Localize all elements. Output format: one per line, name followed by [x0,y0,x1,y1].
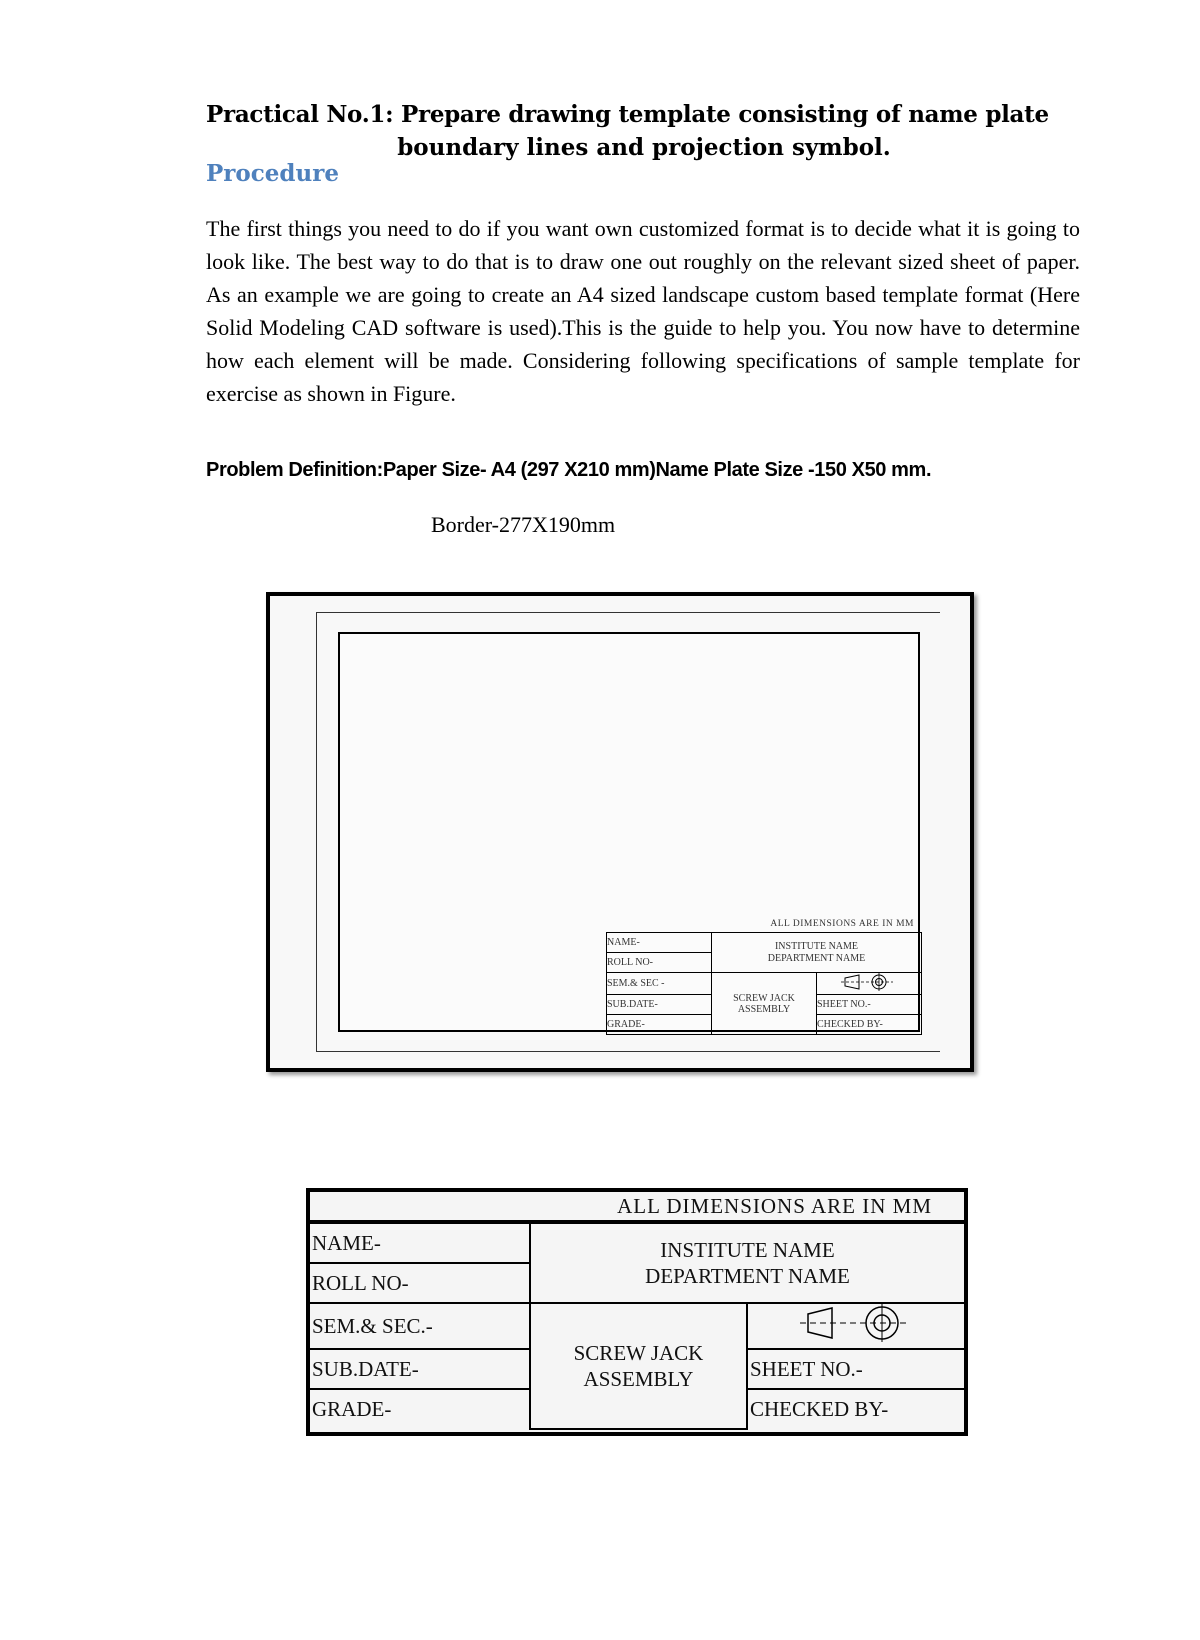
small-project-line-1: SCREW JACK [733,992,795,1004]
small-name-cell: NAME- [607,933,712,953]
procedure-heading: Procedure [206,160,339,187]
small-project-cell [712,973,817,1035]
title-line-2: boundary lines and projection symbol. [397,134,891,161]
sub-date-cell: SUB.DATE- [310,1349,530,1389]
small-projection-symbol-cell [817,973,922,995]
small-checked-cell: CHECKED BY- [817,1015,922,1035]
small-project-line-2: ASSEMBLY [737,1003,791,1015]
name-plate-table [310,1222,964,1430]
problem-definition-label: Problem Definition: [206,459,383,481]
checked-by-cell: CHECKED BY- [747,1389,964,1429]
institute-cell [530,1223,964,1303]
template-sheet-figure [266,592,974,1072]
small-department-name: DEPARTMENT NAME [767,952,866,964]
department-name: DEPARTMENT NAME [645,1264,850,1288]
projection-symbol-icon [796,1304,916,1342]
project-cell [530,1303,747,1429]
practical-title [206,98,1082,164]
small-name-plate-table [606,932,922,1035]
sheet-no-cell: SHEET NO.- [747,1349,964,1389]
title-line-1: Practical No.1: Prepare drawing template consisting of name plate [206,101,1049,128]
name-plate-small [606,916,922,1035]
small-subdate-cell: SUB.DATE- [607,995,712,1015]
project-line-2: ASSEMBLY [583,1367,694,1391]
small-projection-symbol-icon [839,973,899,991]
roll-no-cell: ROLL NO- [310,1263,530,1303]
projection-symbol-cell [747,1303,964,1349]
problem-definition [206,459,931,482]
border-spec: Border-277X190mm [431,512,616,537]
institute-name: INSTITUTE NAME [660,1238,835,1262]
grade-cell: GRADE- [310,1389,530,1429]
small-roll-cell: ROLL NO- [607,953,712,973]
name-cell: NAME- [310,1223,530,1263]
project-line-1: SCREW JACK [573,1341,704,1365]
small-header: ALL DIMENSIONS ARE IN MM [770,919,914,929]
sem-sec-cell: SEM.& SEC.- [310,1303,530,1349]
sheet-border-frame [338,632,920,1032]
small-grade-cell: GRADE- [607,1015,712,1035]
small-sheet-cell: SHEET NO.- [817,995,922,1015]
procedure-paragraph: The first things you need to do if you want own customized format is to decide what it is going to look like. The best way to do that is to draw one out roughly on the relevant sized sheet of paper. As an example we are going to create an A4 sized landscape custom based template format (Here Solid Modeling CAD software is used).This is the guide to help you. You now have to determine how each element will be made. Considering following specifications of sample template for exercise as shown in Figure. [206,216,1080,406]
small-sem-cell: SEM.& SEC - [607,973,712,995]
problem-definition-text: Paper Size- A4 (297 X210 mm)Name Plate Size -150 X50 mm. [382,459,932,481]
small-institute-name: INSTITUTE NAME [774,940,859,952]
name-plate-figure [306,1188,968,1436]
small-institute-cell [712,933,922,973]
name-plate-header: ALL DIMENSIONS ARE IN MM [310,1192,964,1222]
